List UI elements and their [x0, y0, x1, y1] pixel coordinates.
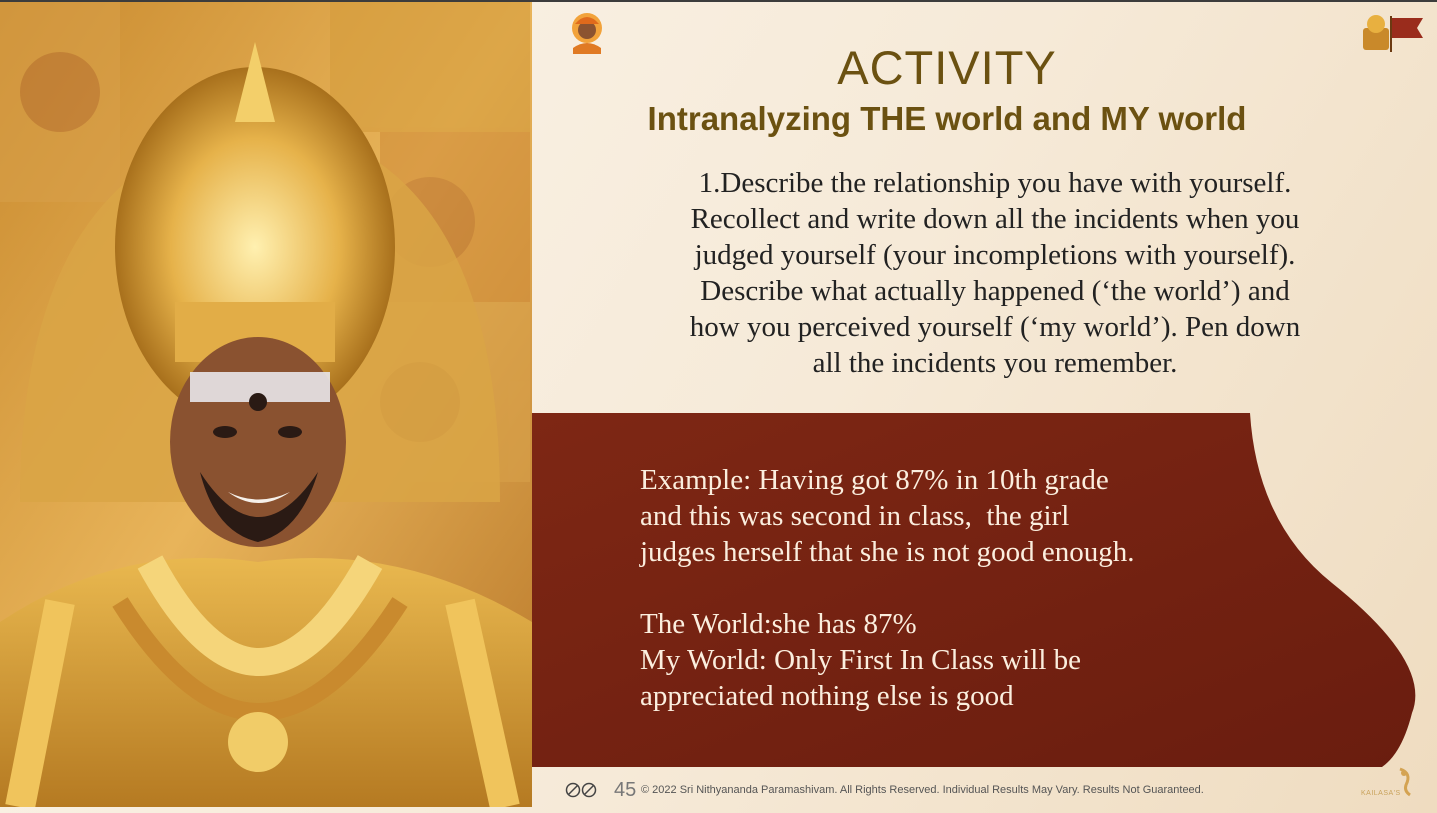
- deity-photo: [0, 2, 532, 807]
- example-line: judges herself that she is not good enough.: [640, 536, 1135, 568]
- kailasa-logo-icon: [1360, 765, 1426, 803]
- page-number: 45: [614, 779, 637, 801]
- example-line: [640, 570, 1135, 606]
- instruction-line: Describe what actually happened (‘the world’) and: [700, 275, 1290, 307]
- instruction-line: Recollect and write down all the incidents when you: [690, 203, 1300, 235]
- footer-logo-text: KAILASA'S: [1361, 790, 1401, 797]
- example-line: My World: Only First In Class will be: [640, 644, 1082, 676]
- throne-flag-logo-icon: [1357, 10, 1427, 55]
- instruction-line: all the incidents you remember.: [812, 347, 1178, 379]
- no-smoking-no-alcohol-icon: [565, 782, 599, 798]
- example-line: appreciated nothing else is good: [640, 680, 1014, 712]
- example-line: Example: Having got 87% in 10th grade: [640, 464, 1109, 496]
- copyright-notice: © 2022 Sri Nithyananda Paramashivam. All Rights Reserved. Individual Results May Vary. Results Not Guaranteed.: [641, 784, 1204, 796]
- slide-title: ACTIVITY: [837, 41, 1057, 94]
- slide-subtitle: Intranalyzing THE world and MY world: [647, 100, 1247, 137]
- instruction-line: judged yourself (your incompletions with yourself).: [694, 239, 1296, 271]
- example-line: The World:she has 87%: [640, 608, 917, 640]
- instructions-paragraph: [610, 165, 1380, 381]
- instruction-line: how you perceived yourself (‘my world’). Pen down: [689, 311, 1301, 343]
- instruction-line: 1.Describe the relationship you have with yourself.: [698, 167, 1292, 199]
- example-text: [640, 462, 1135, 714]
- example-line: and this was second in class, the girl: [640, 500, 1070, 532]
